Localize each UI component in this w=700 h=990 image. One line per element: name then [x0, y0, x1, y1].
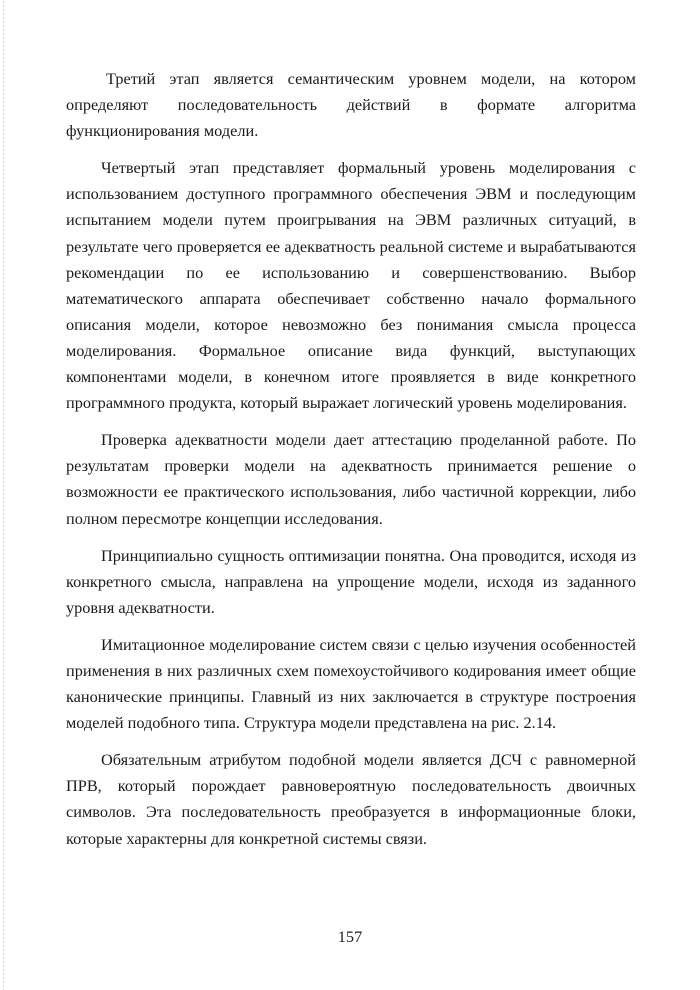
paragraph-fourth-stage: Четвертый этап представляет формальный уровень моделирования с использованием доступного программного обеспечения ЭВМ и последующим испытанием модели путем проигрывания на ЭВМ различных ситуаций, в результате чего проверяется ее адекватность реальной системе и вырабатываются рекомендации по ее использованию и совершенствованию. Выбор математического аппарата обеспечивает собственно начало формального описания модели, которое невозможно без понимания смысла процесса моделирования. Формальное описание вида функций, выступающих компонентами модели, в конечном итоге проявляется в виде конкретного программного продукта, который выражает логический уровень моделирования.: [66, 158, 636, 413]
paragraph-simulation-modeling: Имитационное моделирование систем связи с целью изучения особенностей применения в них различных схем помехоустойчивого кодирования имеет общие канонические принципы. Главный из них заключается в структуре построения моделей подобного типа. Структура модели представлена на рис. 2.14.: [66, 634, 636, 733]
page-number: 157: [337, 927, 363, 946]
scan-edge-dots: [3, 0, 4, 990]
page-body: [66, 66, 636, 863]
paragraph-mandatory-attribute: Обязательным атрибутом подобной модели является ДСЧ с равномерной ПРВ, который порождает равновероятную последовательность двоичных символов. Эта последовательность преобразуется в информационные блоки, которые характерны для конкретной системы связи.: [66, 750, 636, 848]
paragraph-optimization: Принципиально сущность оптимизации понятна. Она проводится, исходя из конкретного смысла, направлена на упрощение модели, исходя из заданного уровня адекватности.: [66, 545, 636, 617]
paragraph-adequacy-check: Проверка адекватности модели дает аттестацию проделанной работе. По результатам проверки модели на адекватность принимается решение о возможности ее практического использования, либо частичной коррекции, либо полном пересмотре концепции исследования.: [66, 430, 636, 528]
paragraph-third-stage: Третий этап является семантическим уровнем модели, на котором определяют последовательность действий в формате алгоритма функционирования модели.: [66, 69, 636, 141]
